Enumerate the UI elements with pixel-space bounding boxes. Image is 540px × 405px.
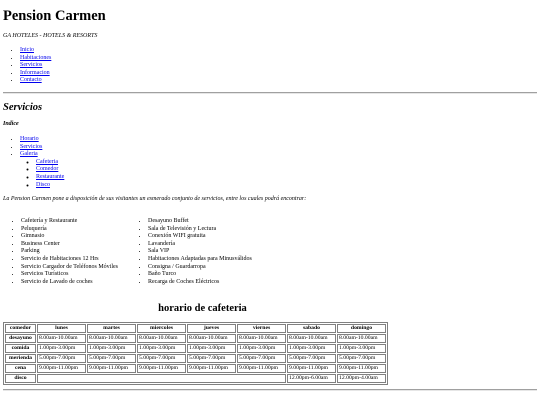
service-item: • Habitaciones Adaptadas para Minusválidos [148,256,252,264]
schedule-cell: 5.00pm-7.00pm [237,354,286,363]
schedule-cell: 9.00pm-11.00pm [287,364,336,373]
row-header: merienda [5,354,36,363]
index-link-horario[interactable]: Horario [20,136,39,142]
service-item: • Cafetería y Restaurante [21,218,118,226]
divider-top [3,92,537,94]
table-row [5,354,386,363]
schedule-cell: 9.00pm-11.00pm [37,364,86,373]
service-item: • Servicio de Habitaciones 12 Hrs [21,256,118,264]
schedule-cell: 1.00pm-3.00pm [137,344,186,353]
site-tagline: GA HOTELES - HOTELS & RESORTS [3,33,98,39]
nav-item-servicios [20,62,51,70]
schedule-cell: 12.00pm-6.00am [287,374,336,383]
service-item: • Recarga de Coches Eléctricos [148,279,252,287]
index-item-horario [20,136,64,144]
service-item: • Parking [21,248,118,256]
day-header: domingo [337,324,386,333]
schedule-cell: 8.00am-10.00am [187,334,236,343]
schedule-cell: 5.00pm-7.00pm [87,354,136,363]
schedule-cell-empty [37,374,286,383]
schedule-cell: 9.00pm-11.00pm [187,364,236,373]
schedule-cell: 1.00pm-3.00pm [37,344,86,353]
day-header: lunes [37,324,86,333]
gallery-item-comedor [36,166,64,174]
schedule-cell: 5.00pm-7.00pm [137,354,186,363]
schedule-cell: 5.00pm-7.00pm [187,354,236,363]
main-nav [20,47,51,85]
gallery-link-cafeteria[interactable]: Cafeteria [36,158,58,165]
index-link-servicios[interactable]: Servicios [20,143,43,150]
index-item-galeria [20,151,64,189]
gallery-link-disco[interactable]: Disco [36,181,50,188]
schedule-cell: 1.00pm-3.00pm [287,344,336,353]
schedule-cell: 8.00am-10.00am [287,334,336,343]
schedule-corner-header: comedor [5,324,36,333]
schedule-cell: 8.00am-10.00am [37,334,86,343]
schedule-cell: 9.00pm-11.00pm [337,364,386,373]
service-item: • Gimnasio [21,233,118,241]
nav-item-inicio [20,47,51,55]
gallery-item-disco [36,182,64,190]
row-header: desayuno [5,334,36,343]
service-item: • Consigna / Guardarropa [148,264,252,272]
schedule-cell: 8.00am-10.00am [87,334,136,343]
service-item: • Desayuno Buffet [148,218,252,226]
table-row [5,364,386,373]
day-header: jueves [187,324,236,333]
service-item: • Sala de Televisión y Lectura [148,226,252,234]
gallery-item-cafeteria [36,159,64,167]
table-row [5,334,386,343]
index-nav [20,136,64,189]
row-header: cena [5,364,36,373]
nav-link-servicios[interactable]: Servicios [20,62,43,69]
schedule-cell: 9.00pm-11.00pm [137,364,186,373]
services-list-right [148,218,252,286]
nav-link-habitaciones[interactable]: Habitaciones [20,54,52,61]
gallery-subnav [20,159,64,189]
schedule-cell: 8.00am-10.00am [237,334,286,343]
schedule-cell: 8.00am-10.00am [137,334,186,343]
day-header: sabado [287,324,336,333]
schedule-title: horario de cafeteria [158,303,247,314]
service-item: • Lavandería [148,241,252,249]
schedule-header-row [5,324,386,333]
table-row [5,344,386,353]
service-item: • Baño Turco [148,271,252,279]
index-item-servicios [20,144,64,152]
gallery-link-comedor[interactable]: Comedor [36,166,59,173]
nav-item-informacion [20,70,51,78]
service-item: • Conexión WIFI gratuita [148,233,252,241]
service-item: • Servicios Turísticos [21,271,118,279]
gallery-item-restaurante [36,174,64,182]
gallery-link-restaurante[interactable]: Restaurante [36,173,65,180]
day-header: viernes [237,324,286,333]
schedule-cell: 5.00pm-7.00pm [287,354,336,363]
service-item: • Peluquería [21,226,118,234]
schedule-cell: 9.00pm-11.00pm [87,364,136,373]
section-title: Servicios [3,102,43,113]
schedule-cell: 1.00pm-3.00pm [337,344,386,353]
schedule-table [3,322,388,385]
day-header: miercoles [137,324,186,333]
schedule-cell: 12.00pm-4.00am [337,374,386,383]
services-intro: La Pension Carmen pone a disposición de sus visitantes un esmerado conjunto de servicios, entre los cuales podrá encontrar: [3,196,307,202]
service-item: • Business Center [21,241,118,249]
table-row [5,374,386,383]
services-list-left [21,218,118,286]
nav-item-habitaciones [20,55,51,63]
nav-link-contacto[interactable]: Contacto [20,77,42,84]
site-title: Pension Carmen [3,8,106,24]
service-item: • Servicio Cargador de Teléfonos Móviles [21,264,118,272]
service-item: • Sala VIP [148,248,252,256]
schedule-cell: 1.00pm-3.00pm [87,344,136,353]
schedule-cell: 1.00pm-3.00pm [237,344,286,353]
schedule-cell: 1.00pm-3.00pm [187,344,236,353]
index-title: Indice [3,121,19,127]
schedule-cell: 9.00pm-11.00pm [237,364,286,373]
nav-link-informacion[interactable]: Informacion [20,69,50,76]
divider-bottom [3,389,537,391]
row-header: disco [5,374,36,383]
schedule-cell: 8.00am-10.00am [337,334,386,343]
index-link-galeria[interactable]: Galeria [20,151,38,158]
row-header: comida [5,344,36,353]
nav-item-contacto [20,77,51,85]
schedule-cell: 5.00pm-7.00pm [337,354,386,363]
service-item: • Servicio de Lavado de coches [21,279,118,287]
day-header: martes [87,324,136,333]
schedule-cell: 5.00pm-7.00pm [37,354,86,363]
nav-link-inicio[interactable]: Inicio [20,47,34,53]
